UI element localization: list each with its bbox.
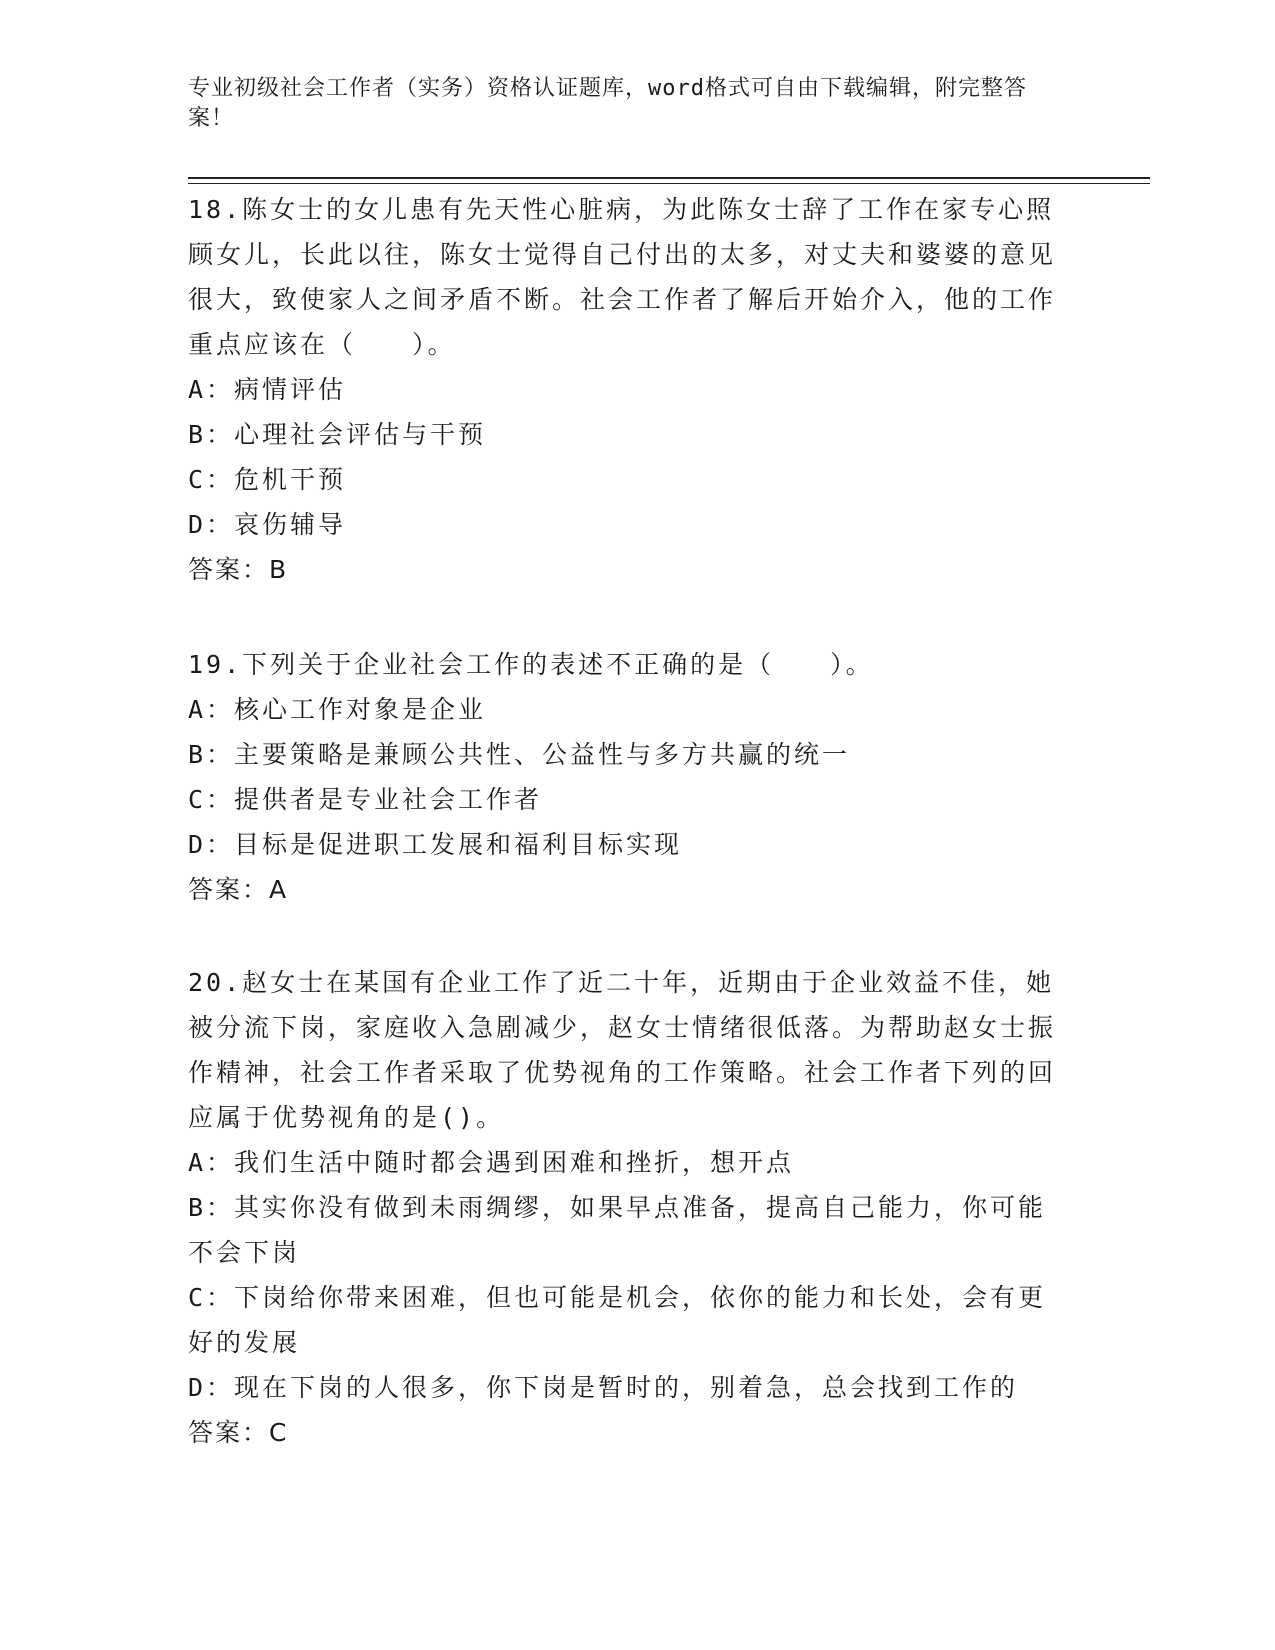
option-c: C：提供者是专业社会工作者 bbox=[188, 785, 543, 814]
answer: 答案：B bbox=[188, 555, 289, 584]
option-a: A：核心工作对象是企业 bbox=[188, 695, 487, 724]
option-d: D：哀伤辅导 bbox=[188, 510, 347, 539]
option-a: A：我们生活中随时都会遇到困难和挫折，想开点 bbox=[188, 1148, 795, 1177]
option-a: A：病情评估 bbox=[188, 375, 347, 404]
header-divider-thin bbox=[188, 183, 1150, 184]
question-19 bbox=[188, 642, 1068, 912]
option-c: C：危机干预 bbox=[188, 465, 347, 494]
question-stem: 19.下列关于企业社会工作的表述不正确的是（ ）。 bbox=[188, 650, 874, 679]
option-c: C：下岗给你带来困难，但也可能是机会，依你的能力和长处，会有更好的发展 bbox=[188, 1283, 1047, 1357]
option-b: B：心理社会评估与干预 bbox=[188, 420, 487, 449]
answer: 答案：A bbox=[188, 875, 289, 904]
option-b: B：主要策略是兼顾公共性、公益性与多方共赢的统一 bbox=[188, 740, 851, 769]
answer: 答案：C bbox=[188, 1418, 289, 1447]
question-stem: 18.陈女士的女儿患有先天性心脏病，为此陈女士辞了工作在家专心照顾女儿，长此以往，陈女士觉得自己付出的太多，对丈夫和婆婆的意见很大，致使家人之间矛盾不断。社会工作者了解后开始介入，他的工作重点应该在（ ）。 bbox=[188, 195, 1057, 359]
header-divider-thick bbox=[188, 177, 1150, 179]
option-d: D：目标是促进职工发展和福利目标实现 bbox=[188, 830, 683, 859]
question-stem: 20.赵女士在某国有企业工作了近二十年，近期由于企业效益不佳，她被分流下岗，家庭收入急剧减少，赵女士情绪很低落。为帮助赵女士振作精神，社会工作者采取了优势视角的工作策略。社会工作者下列的回应属于优势视角的是()。 bbox=[188, 968, 1057, 1132]
question-18 bbox=[188, 187, 1068, 592]
document-header: 专业初级社会工作者（实务）资格认证题库，word格式可自由下载编辑，附完整答案！ bbox=[188, 76, 1027, 131]
option-d: D：现在下岗的人很多，你下岗是暂时的，别着急，总会找到工作的 bbox=[188, 1373, 1019, 1402]
option-b: B：其实你没有做到未雨绸缪，如果早点准备，提高自己能力，你可能不会下岗 bbox=[188, 1193, 1047, 1267]
question-20 bbox=[188, 960, 1068, 1455]
